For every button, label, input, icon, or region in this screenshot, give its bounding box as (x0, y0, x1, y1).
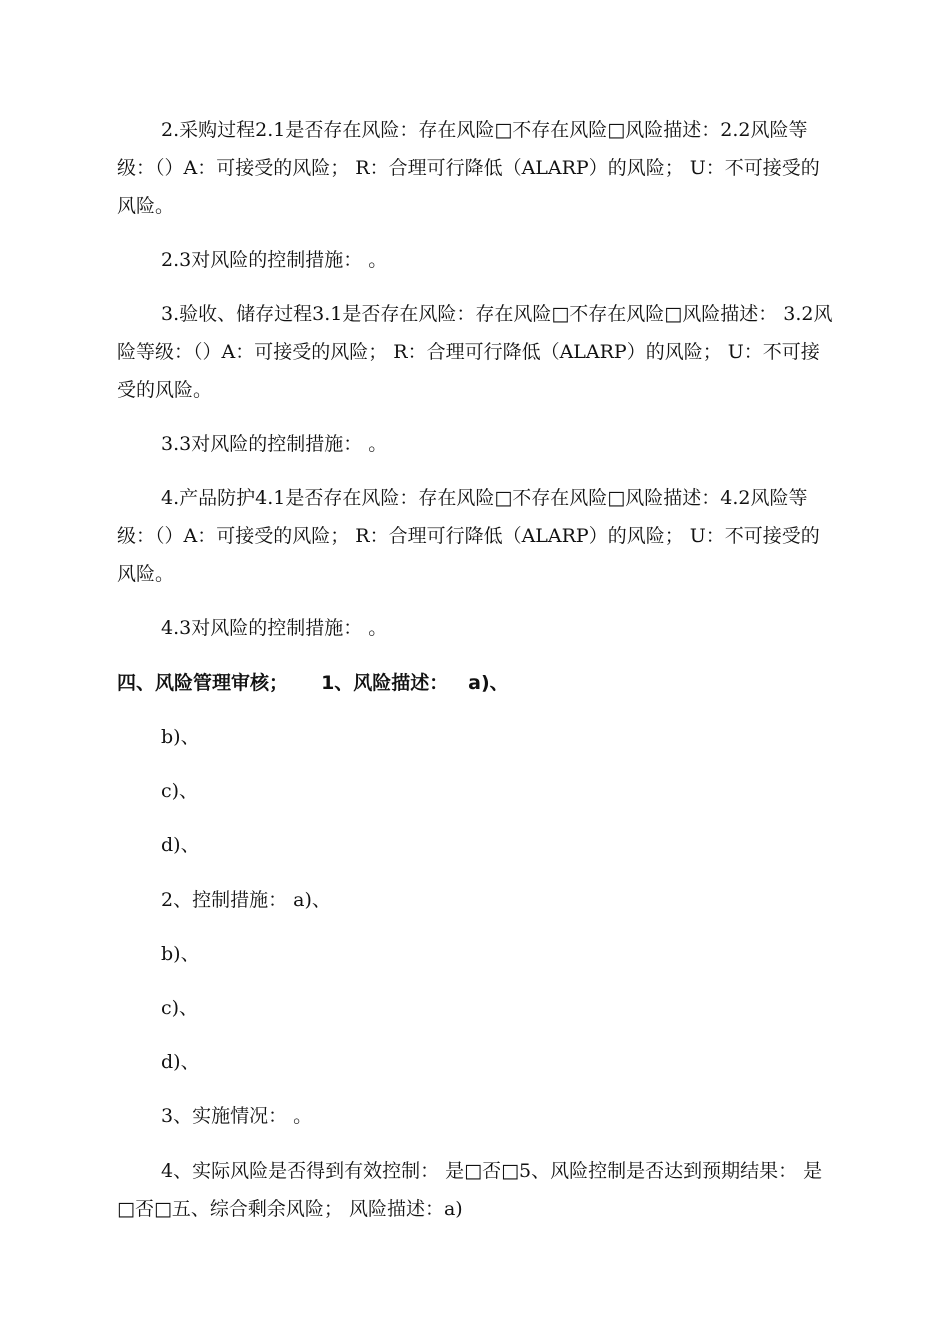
product-protection-control-measures: 4.3对风险的控制措施： 。 (161, 617, 388, 639)
effectiveness-residual-risk-paragraph: 4、实际风险是否得到有效控制： 是□否□5、风险控制是否达到预期结果： 是□否□五、综合剩余风险； 风险描述：a) (117, 1160, 823, 1220)
acceptance-storage-risk-paragraph: 3.验收、储存过程3.1是否存在风险：存在风险□不存在风险□风险描述： 3.2风险等级：（）A：可接受的风险； R：合理可行降低（ALARP）的风险； U：不可接受的风险。 (117, 303, 833, 401)
control-measures-item-d: d)、 (161, 1051, 200, 1073)
risk-management-review-heading: 四、风险管理审核； 1、风险描述： a)、 (117, 672, 509, 694)
risk-description-item-d: d)、 (161, 834, 200, 856)
control-measures-line: 2、控制措施： a)、 (161, 889, 331, 911)
implementation-status-line: 3、实施情况： 。 (161, 1105, 313, 1127)
control-measures-item-c: c)、 (161, 997, 199, 1019)
risk-description-item-c: c)、 (161, 780, 199, 802)
procurement-control-measures: 2.3对风险的控制措施： 。 (161, 249, 388, 271)
control-measures-item-b: b)、 (161, 943, 200, 965)
acceptance-storage-control-measures: 3.3对风险的控制措施： 。 (161, 433, 388, 455)
product-protection-risk-paragraph: 4.产品防护4.1是否存在风险：存在风险□不存在风险□风险描述：4.2风险等级：（）A：可接受的风险； R：合理可行降低（ALARP）的风险； U：不可接受的风险。 (117, 487, 820, 585)
risk-description-item-b: b)、 (161, 726, 200, 748)
procurement-risk-paragraph: 2.采购过程2.1是否存在风险：存在风险□不存在风险□风险描述：2.2风险等级：（）A：可接受的风险； R：合理可行降低（ALARP）的风险； U：不可接受的风险。 (117, 119, 820, 217)
